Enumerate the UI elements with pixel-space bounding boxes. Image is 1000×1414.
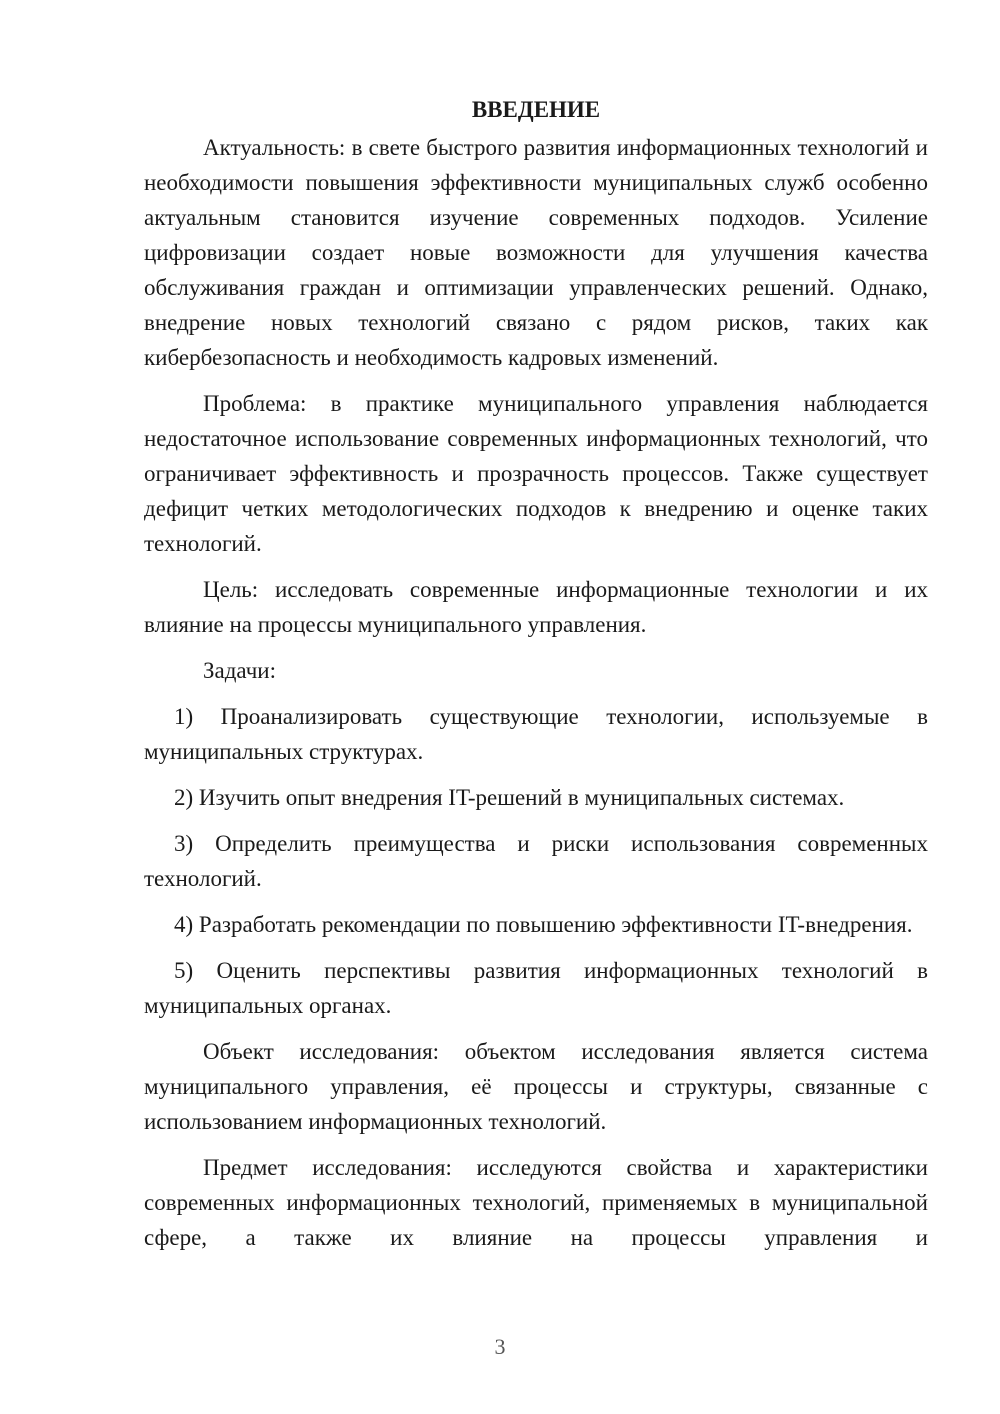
paragraph-problem: Проблема: в практике муниципального управления наблюдается недостаточное использование современных информационных технологий, что ограничивает эффективность и прозрачность процессов. Также существует дефицит четких методологических подходов к внедрению и оценке таких технологий.: [144, 391, 928, 556]
paragraph-object: Объект исследования: объектом исследования является система муниципального управления, её процессы и структуры, связанные с использованием информационных технологий.: [144, 1039, 928, 1134]
task-item-1: 1) Проанализировать существующие технологии, используемые в муниципальных структурах.: [144, 704, 928, 764]
tasks-heading: Задачи:: [203, 658, 276, 683]
paragraph-relevance: Актуальность: в свете быстрого развития информационных технологий и необходимости повышения эффективности муниципальных служб особенно актуальным становится изучение современных подходов. Усиление цифровизации создает новые возможности для улучшения качества обслуживания граждан и оптимизации управленческих решений. Однако, внедрение новых технологий связано с рядом рисков, таких как кибербезопасность и необходимость кадровых изменений.: [144, 135, 928, 370]
paragraph-goal: Цель: исследовать современные информационные технологии и их влияние на процессы муниципального управления.: [144, 577, 928, 637]
section-title: ВВЕДЕНИЕ: [471, 97, 601, 122]
task-item-2: 2) Изучить опыт внедрения IT-решений в муниципальных системах.: [174, 785, 845, 810]
document-page: [144, 92, 928, 1266]
paragraph-subject: Предмет исследования: исследуются свойства и характеристики современных информационных технологий, применяемых в муниципальной сфере, а также их влияние на процессы управления и: [144, 1155, 928, 1250]
task-item-3: 3) Определить преимущества и риски использования современных технологий.: [144, 831, 928, 891]
page-number: 3: [494, 1334, 506, 1359]
task-item-4: 4) Разработать рекомендации по повышению эффективности IT-внедрения.: [174, 912, 913, 937]
task-item-5: 5) Оценить перспективы развития информационных технологий в муниципальных органах.: [144, 958, 928, 1018]
